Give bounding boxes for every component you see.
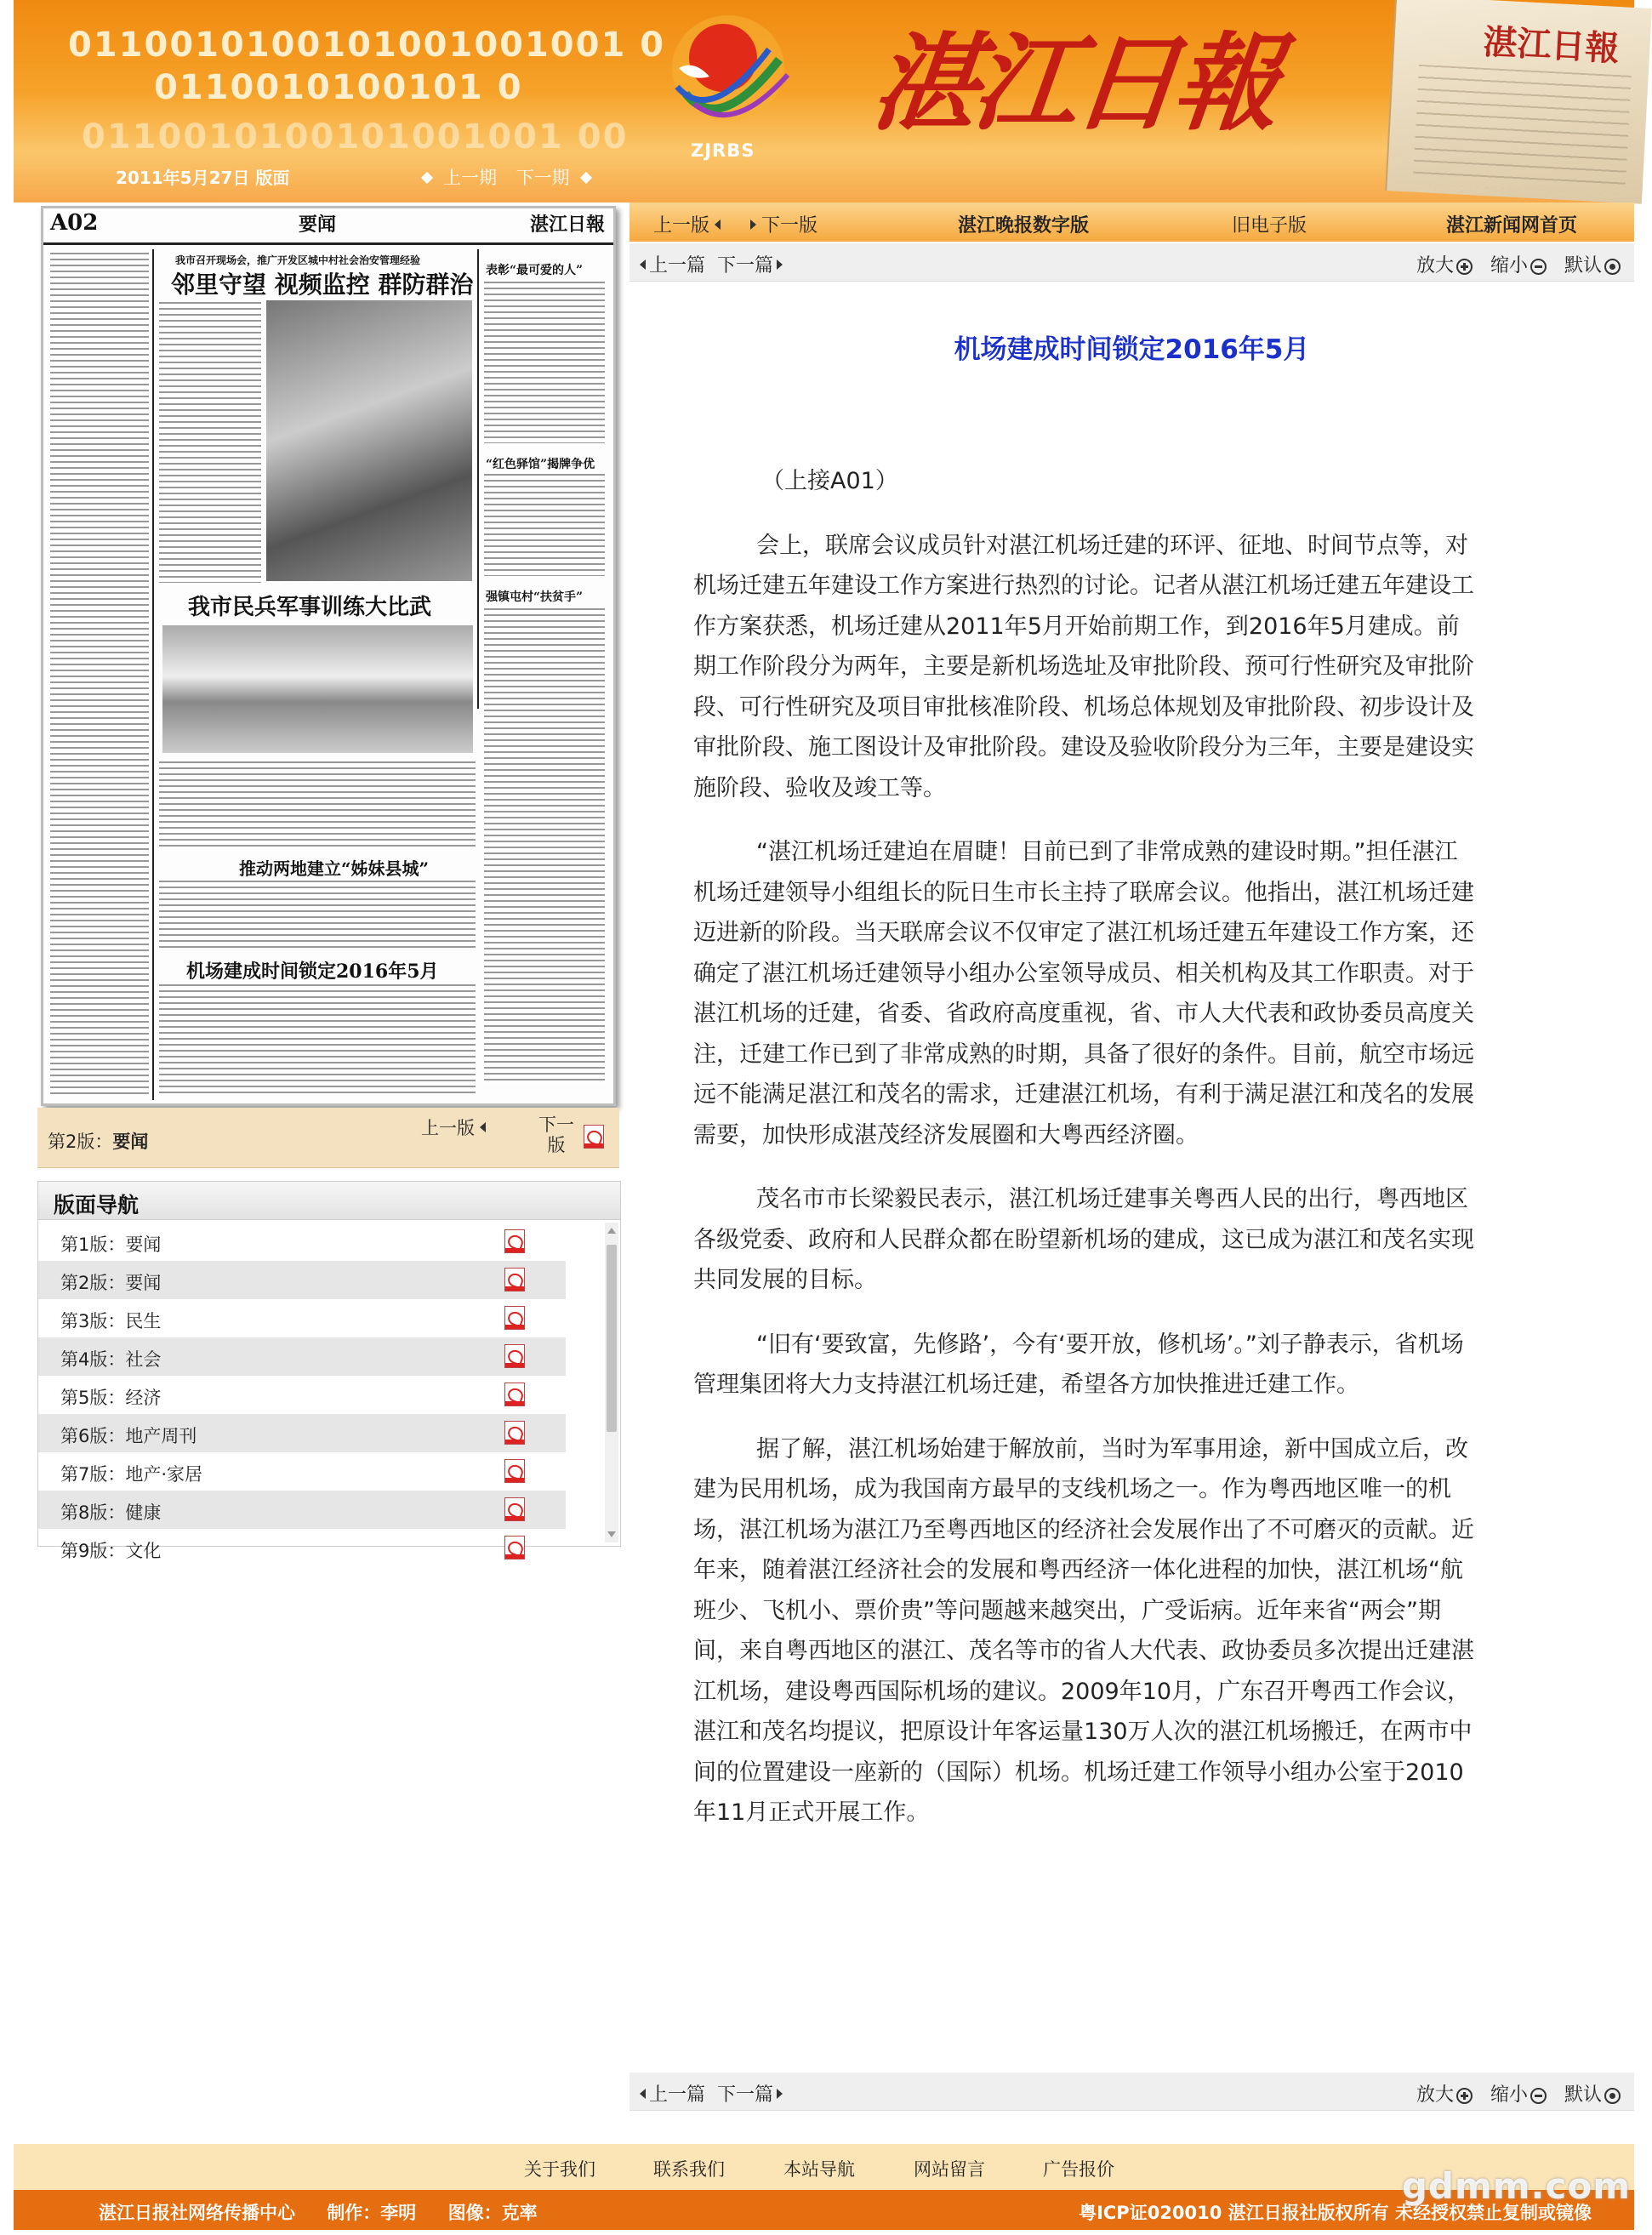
zoom-default-button[interactable]: 默认	[1564, 2084, 1621, 2106]
article-title: 机场建成时间锁定2016年5月	[954, 334, 1310, 365]
scroll-up-icon[interactable]	[607, 1228, 616, 1234]
next-page-link[interactable]: 下一版	[747, 211, 817, 237]
article-toolbar-top	[629, 243, 1634, 282]
np-headline[interactable]: 我市民兵军事训练大比武	[188, 595, 432, 620]
zoom-in-button[interactable]: 放大	[1416, 255, 1473, 277]
np-header	[43, 208, 613, 245]
binary-decoration: 0110010100101001001001 0	[68, 26, 666, 65]
prev-article-link[interactable]: 上一篇	[649, 255, 706, 277]
diamond-icon	[421, 172, 433, 184]
pdf-icon[interactable]	[504, 1421, 525, 1445]
footer-center: 湛江日报社网络传播中心	[99, 2203, 295, 2223]
article-paragraph: 会上，联席会议成员针对湛江机场迁建的环评、征地、时间节点等，对机场迁建五年建设工作方案进行热烈的讨论。记者从湛江机场迁建五年建设工作方案获悉，机场迁建从2011年5月开始前期工作，到2016年5月建成。前期工作阶段分为两年，主要是新机场选址及审批阶段、预可行性研究及审批阶段、可行性研究及项目审批核准阶段、机场总体规划及审批阶段、初步设计及审批阶段、施工图设计及审批阶段。建设及验收阶段分为三年，主要是建设实施阶段、验收及竣工等。	[693, 532, 1474, 801]
arrow-left-icon	[480, 1122, 486, 1132]
issue-nav	[418, 164, 595, 190]
article-paragraph: （上接A01）	[761, 468, 898, 494]
arrow-right-icon	[777, 2089, 783, 2099]
page-nav-item[interactable]: 第3版：民生	[38, 1299, 566, 1337]
news-home-link[interactable]: 湛江新闻网首页	[1446, 215, 1578, 237]
arrow-left-icon	[715, 220, 721, 230]
np-side-headline[interactable]: 强镇屯村“扶贫手”	[486, 590, 584, 604]
thumbnail-text-lines	[1413, 65, 1632, 195]
footer-image-credit: 图像：克率	[447, 2203, 538, 2223]
pdf-icon[interactable]	[504, 1459, 525, 1483]
np-text-block	[159, 761, 476, 847]
page-nav-item[interactable]: 第2版：要闻	[38, 1261, 566, 1299]
dot-icon	[1604, 2088, 1621, 2104]
pdf-icon[interactable]	[584, 1125, 604, 1149]
np-side-headline[interactable]: “红色驿馆”揭牌争优	[486, 458, 595, 471]
prev-page-link[interactable]: 上一版	[653, 211, 724, 237]
article-paragraph: “湛江机场迁建迫在眉睫！目前已到了非常成熟的建设时期。”担任湛江机场迁建领导小组组长的阮日生市长主持了联席会议。他指出，湛江机场迁建迈进新的阶段。当天联席会议不仅审定了湛江机场迁建五年建设工作方案，还确定了湛江机场迁建领导小组办公室领导成员、相关机构及其工作职责。对于湛江机场的迁建，省委、省政府高度重视，省、市人大代表和政协委员高度关注，迁建工作已到了非常成熟的时期，具备了很好的条件。目前，航空市场远远不能满足湛江和茂名的需求，迁建湛江机场，有利于满足湛江和茂名的发展需要，加快形成湛茂经济发展圈和大粤西经济圈。	[693, 839, 1474, 1149]
page-nav-item[interactable]: 第8版：健康	[38, 1491, 566, 1529]
binary-decoration: 0110010100101001001 00	[82, 117, 629, 157]
np-side-headline[interactable]: 表彰“最可爱的人”	[486, 264, 584, 277]
newspaper-thumbnail	[1385, 0, 1652, 204]
page-navigation	[37, 1181, 621, 1561]
page-nav-item[interactable]: 第7版：地产·家居	[38, 1452, 566, 1491]
pdf-icon[interactable]	[504, 1229, 525, 1253]
footer-link-contact[interactable]: 联系我们	[653, 2159, 725, 2180]
arrow-right-icon	[777, 259, 783, 270]
scroll-down-icon[interactable]	[607, 1531, 616, 1537]
np-logo: 湛江日報	[529, 214, 605, 236]
page-nav-title: 版面导航	[54, 1193, 140, 1217]
page-nav-list	[38, 1223, 566, 1567]
arrow-left-icon	[640, 2089, 646, 2099]
diamond-icon	[580, 172, 592, 184]
article-body	[693, 461, 1476, 1857]
article-paragraph: “旧有‘要致富，先修路’，今有‘要开放，修机场’。”刘子静表示，省机场管理集团将大力支持湛江机场迁建，希望各方加快推进迁建工作。	[693, 1331, 1464, 1398]
page-nav-item[interactable]: 第6版：地产周刊	[38, 1414, 566, 1452]
np-headline[interactable]: 机场建成时间锁定2016年5月	[186, 961, 439, 983]
zoom-default-button[interactable]: 默认	[1564, 255, 1621, 277]
pdf-icon[interactable]	[504, 1536, 525, 1559]
issue-date-label: 2011年5月27日 版面	[116, 168, 290, 188]
np-column-rule	[477, 249, 479, 709]
zoom-out-button[interactable]: 缩小	[1490, 255, 1547, 277]
np-text-block	[484, 474, 605, 576]
evening-digital-link[interactable]: 湛江晚报数字版	[958, 215, 1090, 237]
watermark: gdmm.com	[1401, 2165, 1631, 2207]
newspaper-page-image[interactable]	[41, 206, 616, 1106]
np-headline[interactable]: 推动两地建立“姊妹县城”	[239, 858, 430, 879]
plus-icon	[1456, 259, 1473, 275]
article-pager	[635, 251, 788, 277]
zoom-controls	[1404, 251, 1621, 277]
site-header	[14, 0, 1634, 202]
footer-producer: 制作：李明	[327, 2203, 417, 2223]
pdf-icon[interactable]	[504, 1344, 525, 1368]
page-info-bar	[37, 1108, 619, 1168]
nav-scrollbar[interactable]	[605, 1223, 618, 1542]
site-brand-title[interactable]: 湛江日報	[866, 22, 1281, 145]
pdf-icon[interactable]	[504, 1497, 525, 1521]
edition-nav-bar	[629, 202, 1634, 242]
footer-copyright: 粤ICP证020010 湛江日报社版权所有 未经授权禁止复制或镜像	[1079, 2203, 1592, 2223]
np-photo-monitor	[266, 300, 472, 581]
article-toolbar-bottom	[629, 2073, 1634, 2111]
next-article-link[interactable]: 下一篇	[717, 255, 774, 277]
next-article-link[interactable]: 下一篇	[717, 2084, 774, 2106]
np-text-block	[159, 881, 476, 949]
footer-link-sitemap[interactable]: 本站导航	[783, 2159, 855, 2180]
minus-icon	[1530, 259, 1547, 275]
footer-bar	[14, 2190, 1634, 2230]
np-subheadline[interactable]: 我市召开现场会，推广开发区城中村社会治安管理经验	[175, 254, 421, 266]
pdf-icon[interactable]	[504, 1383, 525, 1406]
logo-text: ZJRBS	[691, 140, 755, 161]
article-paragraph: 据了解，湛江机场始建于解放前，当时为军事用途，新中国成立后，改建为民用机场，成为我国南方最早的支线机场之一。作为粤西地区唯一的机场，湛江机场为湛江乃至粤西地区的经济社会发展作出了不可磨灭的贡献。近年来，随着湛江经济社会的发展和粤西经济一体化进程的加快，湛江机场“航班少、飞机小、票价贵”等问题越来越突出，广受诟病。近年来省“两会”期间，来自粤西地区的湛江、茂名等市的省人大代表、政协委员多次提出迁建湛江机场，建设粤西国际机场的建议。2009年10月，广东召开粤西工作会议，湛江和茂名均提议，把原设计年客运量130万人次的湛江机场搬迁，在两市中间的位置建设一座新的（国际）机场。机场迁建工作领导小组办公室于2010年11月正式开展工作。	[693, 1435, 1474, 1826]
zoom-out-button[interactable]: 缩小	[1490, 2084, 1547, 2106]
prev-page-link[interactable]: 上一版	[421, 1115, 489, 1140]
scroll-thumb[interactable]	[607, 1245, 617, 1432]
prev-article-link[interactable]: 上一篇	[649, 2084, 706, 2106]
zoom-controls	[1404, 2080, 1621, 2107]
page-image-panel	[37, 202, 619, 1104]
footer-link-guestbook[interactable]: 网站留言	[914, 2159, 985, 2180]
np-page-code: A02	[50, 210, 99, 236]
pdf-icon[interactable]	[504, 1268, 525, 1291]
np-text-block	[484, 608, 605, 1085]
footer-link-about[interactable]: 关于我们	[524, 2159, 595, 2180]
np-photo-training	[162, 625, 473, 753]
article-paragraph: 茂名市市长梁毅民表示，湛江机场迁建事关粤西人民的出行，粤西地区各级党委、政府和人民群众都在盼望新机场的建成，这已成为湛江和茂名实现共同发展的目标。	[693, 1186, 1474, 1293]
np-text-block	[159, 984, 476, 1095]
binary-decoration: 0110010100101 0	[154, 68, 523, 107]
minus-icon	[1530, 2088, 1547, 2104]
current-page-label: 第2版：要闻	[48, 1132, 149, 1152]
np-text-column	[50, 253, 149, 1095]
page-nav-item[interactable]: 第5版：经济	[38, 1376, 566, 1414]
arrow-right-icon	[750, 220, 756, 230]
page-nav-item[interactable]: 第4版：社会	[38, 1337, 566, 1376]
page-nav-item[interactable]: 第1版：要闻	[38, 1223, 566, 1261]
old-edition-link[interactable]: 旧电子版	[1232, 215, 1307, 237]
footer-credits	[99, 2199, 563, 2225]
article-pager	[635, 2080, 788, 2107]
page-nav-item[interactable]: 第9版：文化	[38, 1529, 566, 1567]
prev-issue-link[interactable]: 上一期	[443, 168, 497, 188]
next-issue-link[interactable]: 下一期	[516, 168, 570, 188]
thumbnail-title: 湛江日報	[1482, 21, 1621, 70]
dot-icon	[1604, 259, 1621, 275]
pdf-icon[interactable]	[504, 1306, 525, 1330]
zoom-in-button[interactable]: 放大	[1416, 2084, 1473, 2106]
plus-icon	[1456, 2088, 1473, 2104]
np-section: 要闻	[299, 214, 337, 236]
footer-link-ads[interactable]: 广告报价	[1043, 2159, 1114, 2180]
np-text-block	[159, 302, 261, 583]
np-text-block	[484, 282, 605, 443]
footer-links	[14, 2144, 1634, 2190]
np-headline[interactable]: 邻里守望 视频监控 群防群治	[171, 271, 474, 299]
next-page-link[interactable]: 下一版	[538, 1115, 574, 1155]
np-column-rule	[152, 249, 154, 1100]
page-nav-header	[38, 1182, 620, 1220]
arrow-left-icon	[640, 259, 646, 270]
